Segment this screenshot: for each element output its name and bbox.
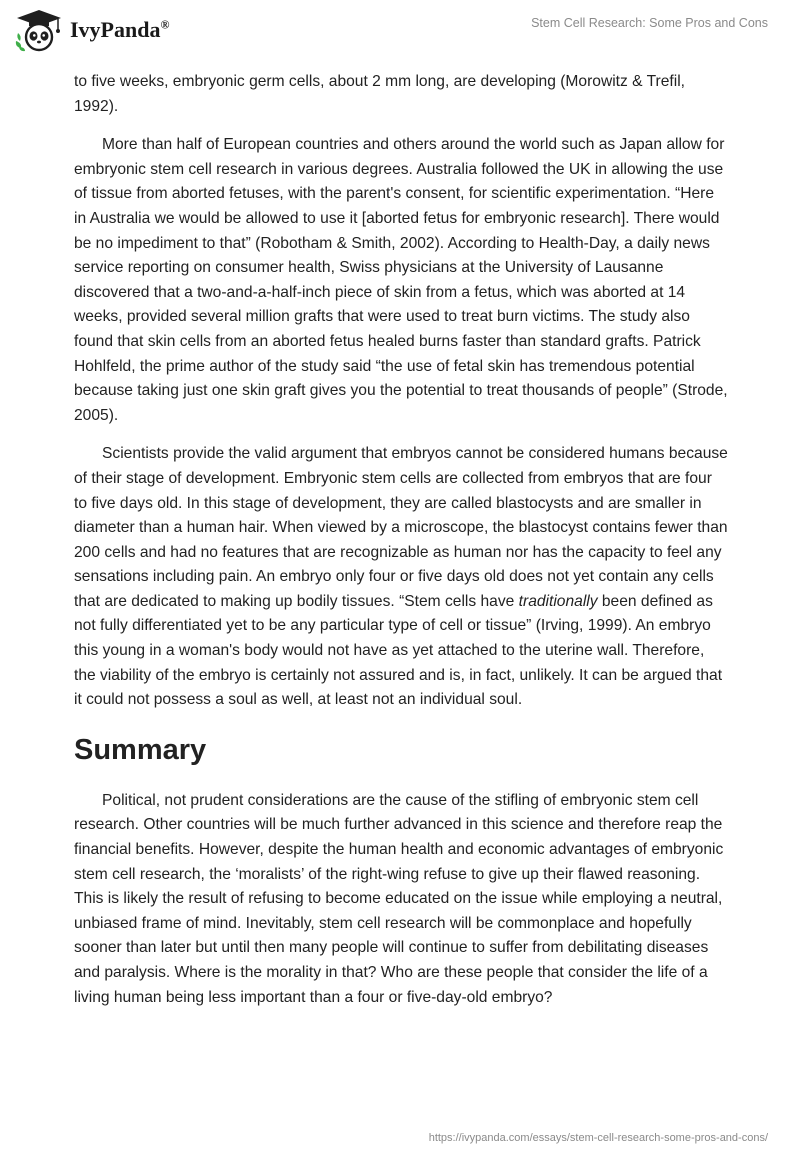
source-url[interactable]: https://ivypanda.com/essays/stem-cell-research-some-pros-and-cons/ <box>428 1132 768 1144</box>
paragraph-summary: Political, not prudent considerations are the cause of the stifling of embryonic stem cell research. Other countries will be much further advanced in this science and therefore reap the financial benefits. However, despite the human health and economic advantages of embryonic stem cell research, the ‘moralists’ of the right-wing refuse to give up their flawed reasoning. This is likely the result of refusing to become educated on the issue while employing a neutral, unbiased frame of mind. Inevitably, stem cell research will be commonplace and hopefully sooner than later but until then many people will continue to suffer from debilitating diseases and paralysis. Where is the morality in that? Who are these people that consider the life of a living human being less important than a four or five-day-old embryo? <box>74 791 724 1006</box>
brand-name: IvyPanda® <box>70 17 170 42</box>
summary-heading: Summary <box>74 733 207 766</box>
ivypanda-logo[interactable] <box>14 8 169 52</box>
document-title: Stem Cell Research: Some Pros and Cons <box>531 16 768 30</box>
italic-emphasis: traditionally <box>518 592 598 610</box>
page-header <box>0 0 800 70</box>
paragraph-embryo-development: Scientists provide the valid argument that embryos cannot be considered humans because of their stage of development. Embryonic stem cells are collected from embryos that are four to five days old. In this stage of development, they are called blastocysts and are smaller in diameter than a human hair. When viewed by a microscope, the blastocyst contains fewer than 200 cells and had no features that are recognizable as human nor has the capacity to feel any sensations including pain. An embryo only four or five days old does not yet contain any cells that are dedicated to making up bodily tissues. “Stem cells have traditionally been defined as not fully differentiated yet to be any particular type of cell or tissue” (Irving, 1999). An embryo this young in a woman's body would not have as yet attached to the uterine wall. Therefore, the viability of the embryo is certainly not assured and is, in fact, unlikely. It can be argued that it could not possess a soul as well, at least not an individual soul. <box>74 445 728 709</box>
essay-body <box>74 70 728 1010</box>
panda-mascot-icon <box>14 8 64 52</box>
paragraph-continuation: to five weeks, embryonic germ cells, about 2 mm long, are developing (Morowitz & Trefil, 1992). <box>74 73 686 115</box>
paragraph-international-research: More than half of European countries and others around the world such as Japan allow for embryonic stem cell research in various degrees. Australia followed the UK in allowing the use of tissue from aborted fetuses, with the parent's consent, for scientific experimentation. “Here in Australia we would be allowed to use it [aborted fetus for embryonic research]. There would be no impediment to that” (Robotham & Smith, 2002). According to Health-Day, a daily news service reporting on consumer health, Swiss physicians at the University of Lausanne discovered that a two-and-a-half-inch piece of skin from a fetus, which was aborted at 14 weeks, provided several million grafts that were used to treat burn victims. The study also found that skin cells from an aborted fetus healed burns faster than standard grafts. Patrick Hohlfeld, the prime author of the study said “the use of fetal skin has tremendous potential because taking just one skin graft gives you the potential to treat thousands of people” (Strode, 2005). <box>74 136 728 424</box>
